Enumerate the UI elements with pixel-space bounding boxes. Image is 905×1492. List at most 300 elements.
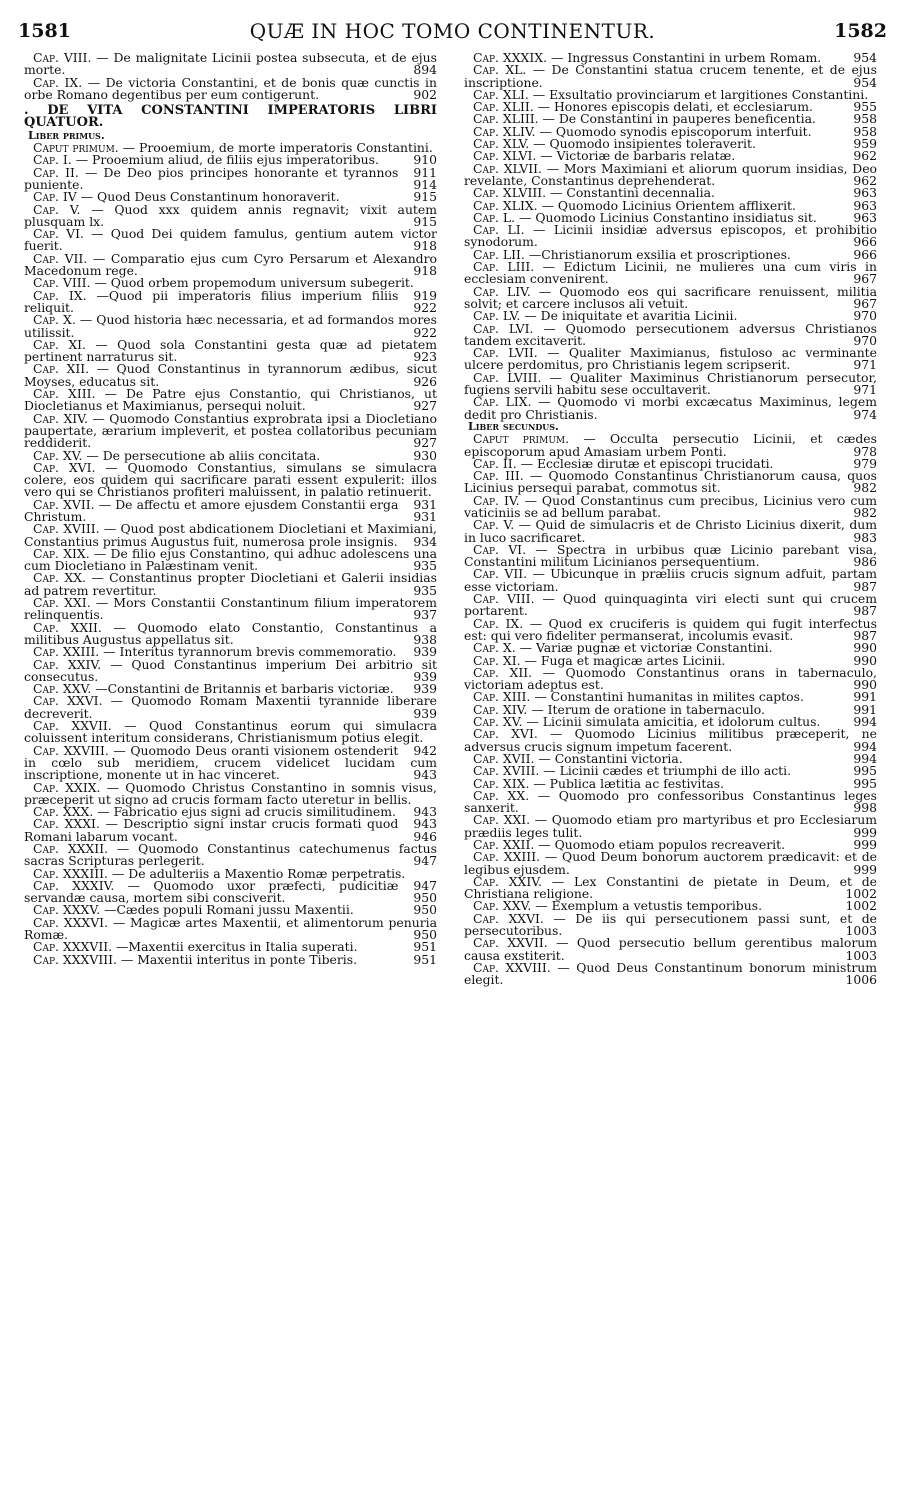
entry-page-number: 967 <box>853 271 877 287</box>
toc-entry <box>24 619 437 647</box>
toc-entry <box>464 347 877 372</box>
chapter-label: Cap. XXXII. <box>33 841 109 856</box>
toc-entry <box>464 433 877 458</box>
entry-page-number: 986 <box>853 554 877 570</box>
chapter-label: Cap. X. <box>473 640 516 656</box>
entry-text: — De filio ejus Constantino, qui adhuc adolescens una cum Diocletiano in Palæstinam venit. <box>24 545 437 574</box>
entry-page-number: 987 <box>853 603 877 619</box>
toc-entry <box>464 787 877 816</box>
entry-page-number: 918 <box>413 263 437 279</box>
toc-entry <box>24 914 437 943</box>
page-title: QUÆ IN HOC TOMO CONTINENTUR. <box>249 19 656 43</box>
chapter-label: Cap. XIV. <box>473 701 528 717</box>
toc-entry <box>24 74 437 102</box>
toc-entry <box>464 64 877 89</box>
chapter-label: Cap. XV. <box>473 714 523 730</box>
entry-page-number: 979 <box>853 455 877 471</box>
entry-text: — Publica lætitia ac festivitas. <box>533 775 725 791</box>
entry-page-number: 999 <box>853 824 877 840</box>
chapter-label: Cap. XXXV. <box>33 902 101 918</box>
chapter-label: Cap. IX. <box>473 615 524 631</box>
chapter-label: Cap. LV. <box>473 308 521 324</box>
chapter-label: Cap. VI. <box>33 226 84 242</box>
chapter-label: Cap. XXVII. <box>473 935 548 951</box>
entry-text: — De Patre ejus Constantio, qui Christianos, ut Diocletianus et Maximianus, persequi noluit. <box>24 386 437 414</box>
chapter-label: Cap. XIII. <box>33 386 96 402</box>
chapter-label: Cap. XXIX. <box>33 779 101 795</box>
chapter-label: Cap. XXI. <box>33 595 91 611</box>
entry-text: — De Constantini statua crucem tenente, et de ejus inscriptione. <box>464 62 877 90</box>
entry-page-number: 995 <box>853 775 877 791</box>
entry-page-number: 987 <box>853 627 877 643</box>
entry-page-number: 910 <box>413 152 437 168</box>
chapter-label: Cap. XVI. <box>473 726 538 742</box>
entry-page-number: 918 <box>413 238 437 254</box>
chapter-label: Cap. LIII. <box>473 259 535 275</box>
entry-text: — Quomodo Constantius exprobrata ipsi a Diocletiano paupertate, ærarium impleverit, et postea collatoribus pecuniam reddiderit. <box>24 410 437 451</box>
entry-text: — Quod Constantinus cum precibus, Licinius vero cum vaticiniis se ad bellum parabat. <box>464 492 877 520</box>
entry-page-number: 939 <box>413 668 437 684</box>
entry-text: — Quod Constantinus eorum qui simulacra coluissent interitum considerans, Christianismum potius elegit. <box>24 718 437 746</box>
toc-entry <box>24 496 437 524</box>
entry-page-number: 938 <box>413 631 437 647</box>
toc-entry <box>24 314 437 339</box>
entry-page-number: 974 <box>853 406 877 422</box>
chapter-label: Cap. XVI. <box>33 459 96 475</box>
toc-entry <box>464 910 877 939</box>
entry-page-number: 943 <box>413 816 437 832</box>
entry-page-number: 990 <box>853 640 877 656</box>
chapter-label: Cap. XXV. <box>473 898 532 914</box>
book-heading: Liber secundus. <box>468 419 559 433</box>
entry-page-number: 939 <box>413 644 437 660</box>
entry-page-number: 927 <box>413 398 437 414</box>
entry-text: — Lex Constantini de pietate in Deum, et de Christiana religione. <box>464 873 877 902</box>
entry-text: — Quomodo Constantinus catechumenus factus sacras Scripturas perlegerit. <box>24 841 437 869</box>
chapter-label: Cap. XXVI. <box>33 693 103 709</box>
entry-text: —Christianorum exsilia et proscriptiones. <box>528 246 791 262</box>
entry-page-number: 999 <box>853 837 877 852</box>
chapter-label: Cap. VIII. <box>33 50 92 65</box>
entry-text: — Quomodo Deus oranti visionem ostenderit in cœlo sub meridiem, crucem videlicet lucidam cum inscriptione, monente ut in hac vinceret. <box>24 742 437 783</box>
chapter-label: Cap. LVII. <box>473 345 538 361</box>
entry-text: —Constantini de Britannis et barbaris victoriæ. <box>95 681 394 697</box>
entry-page-number: 943 <box>413 767 437 783</box>
entry-text: — Quomodo pro confessoribus Constantinus leges sanxerit. <box>464 787 877 816</box>
entry-text: — Quod sola Constantini gesta quæ ad pietatem pertinent narraturus sit. <box>24 336 437 365</box>
entry-text: — Quomodo synodis episcoporum interfuit. <box>539 123 812 139</box>
entry-page-number: 999 <box>853 861 877 877</box>
chapter-label: Cap. XXXI. <box>33 816 100 832</box>
entry-text: — Prooemium aliud, de filiis ejus imperatoribus. <box>75 152 379 168</box>
chapter-label: Cap. XIII. <box>473 689 531 705</box>
entry-page-number: 911 <box>413 164 437 180</box>
entry-text: — Descriptio signi instar crucis formati quod Romani labarum vocant. <box>24 816 399 844</box>
chapter-label: Cap. LIV. <box>473 283 531 299</box>
entry-text: —Maxentii exercitus in Italia superati. <box>116 939 358 955</box>
entry-page-number: 931 <box>413 496 437 512</box>
entry-text: — Mors Constantii Constantinum filium imperatorem relinquentis. <box>24 595 437 623</box>
entry-page-number: 942 <box>413 742 437 758</box>
toc-entry <box>24 951 437 967</box>
entry-page-number: 926 <box>413 373 437 389</box>
entry-page-number: 1003 <box>845 947 877 963</box>
entry-text: — De malignitate Licinii postea subsecuta, et de ejus morte. <box>24 50 437 78</box>
chapter-label: Cap. XXI. <box>473 812 531 828</box>
toc-entry <box>464 728 877 753</box>
toc-entry <box>464 369 877 398</box>
entry-text: — Maxentii interitus in ponte Tiberis. <box>120 951 358 967</box>
entry-text: — Quomodo persecutionem adversus Christianos tandem excitaverit. <box>464 320 877 348</box>
entry-page-number: 950 <box>413 890 437 906</box>
entry-text: — Constantini victoria. <box>538 750 683 766</box>
entry-text: — Quod Constantinus imperium Dei arbitrio sit consecutus. <box>24 656 438 684</box>
entry-text: — Fabricatio ejus signi ad crucis similitudinem. <box>97 804 396 820</box>
chapter-label: Cap. XXVII. <box>33 718 112 734</box>
chapter-label: Cap. XXXIV. <box>33 877 115 893</box>
chapter-label: Cap. V. <box>473 517 515 533</box>
entry-text: — Edictum Licinii, ne mulieres una cum viris in ecclesiam convenirent. <box>464 259 877 287</box>
entry-text: — Quid de simulacris et de Christo Licinius dixerit, dum in luco sacrificaret. <box>464 517 877 545</box>
entry-text: — De Constantini in pauperes beneficentia. <box>542 111 816 127</box>
running-header <box>18 16 887 46</box>
entry-page-number: 915 <box>413 189 437 205</box>
entry-text: — Ecclesiæ dirutæ et episcopi trucidati. <box>520 455 774 471</box>
chapter-label: Cap. XL. <box>473 62 527 78</box>
chapter-label: Cap. XVIII. <box>33 521 100 537</box>
chapter-label: Cap. XXIV. <box>33 656 102 672</box>
chapter-label: Cap. XXXIII. <box>33 865 108 881</box>
entry-page-number: 922 <box>413 299 437 315</box>
entry-page-number: 963 <box>853 209 877 225</box>
chapter-label: Cap. IV. <box>473 492 520 508</box>
chapter-label: Cap. LVI. <box>473 320 534 336</box>
entry-text: — Exemplum a vetustis temporibus. <box>535 898 763 914</box>
entry-page-number: 902 <box>413 86 437 102</box>
toc-entry <box>24 228 437 253</box>
entry-page-number: 915 <box>413 213 437 229</box>
chapter-label: Cap. III. <box>473 468 524 484</box>
entry-text: — Quomodo insipientes toleraverit. <box>533 136 756 152</box>
chapter-label: Cap. II. <box>33 164 79 180</box>
entry-text: — Variæ pugnæ et victoriæ Constantini. <box>519 640 773 656</box>
chapter-label: Cap. V. <box>33 201 81 217</box>
entry-page-number: 1002 <box>845 898 877 914</box>
toc-entry <box>464 470 877 495</box>
chapter-label: Cap. XXVI. <box>473 910 544 926</box>
chapter-label: Cap. XXVIII. <box>33 742 109 758</box>
book-heading: Liber primus. <box>28 128 105 142</box>
chapter-label: Cap. XIX. <box>473 775 530 791</box>
entry-page-number: 937 <box>413 607 437 623</box>
entry-page-number: 955 <box>853 99 877 115</box>
entry-text: — Quomodo Licinius militibus præceperit, ne adversus crucis signum impetum facerent. <box>464 726 877 754</box>
entry-text: — Comparatio ejus cum Cyro Persarum et Alexandro Macedonum rege. <box>24 250 437 279</box>
chapter-label: Cap. XXXVIII. <box>33 951 117 967</box>
chapter-label: Cap. VI. <box>473 541 527 557</box>
entry-page-number: 990 <box>853 652 877 668</box>
entry-page-number: 990 <box>853 677 877 693</box>
entry-page-number: 959 <box>853 136 877 152</box>
entry-text: — De iniquitate et avaritia Licinii. <box>524 308 738 324</box>
chapter-label: Caput primum. <box>33 140 119 156</box>
chapter-label: Cap. XIX. <box>33 545 90 561</box>
entry-text: — Quod ex cruciferis is quidem qui fugit interfectus est: qui vero fideliter permanserat, incolumis evasit. <box>464 615 877 643</box>
chapter-label: Cap. IX. <box>33 287 87 303</box>
entry-text: — Constantinus propter Diocletiani et Galerii insidias ad patrem revertitur. <box>24 570 437 598</box>
entry-page-number: 962 <box>853 172 877 188</box>
chapter-label: Cap. XVIII. <box>473 763 540 779</box>
entry-page-number: 962 <box>853 148 877 164</box>
chapter-label: Cap. XXXIX. <box>473 50 548 65</box>
entry-page-number: 995 <box>853 763 877 779</box>
entry-text: — Prooemium, de morte imperatoris Constantini. <box>122 140 433 156</box>
entry-page-number: 939 <box>413 681 437 697</box>
toc-entry <box>464 541 877 570</box>
toc-entry <box>24 843 437 868</box>
entry-page-number: 971 <box>853 357 877 373</box>
entry-text: —Cædes populi Romani jussu Maxentii. <box>104 902 354 918</box>
chapter-label: Cap. IV <box>33 189 77 205</box>
entry-page-number: 1002 <box>845 886 877 902</box>
toc-entry <box>464 937 877 962</box>
entry-text: — Quomodo Licinius Constantino insidiatus sit. <box>519 209 817 225</box>
toc-entry <box>464 261 877 286</box>
entry-page-number: 1006 <box>845 972 877 988</box>
toc-entry <box>464 283 877 311</box>
toc-entry <box>24 597 437 622</box>
chapter-label: Cap. XV. <box>33 447 83 463</box>
chapter-label: Cap. XLIII. <box>473 111 539 127</box>
entry-text: — Quod Deus Constantinum honoraverit. <box>80 189 340 205</box>
toc-entry <box>24 545 437 574</box>
toc-entry <box>24 742 437 783</box>
toc-entry <box>24 164 437 192</box>
entry-page-number: 922 <box>413 324 437 340</box>
entry-page-number: 931 <box>413 508 437 524</box>
chapter-label: Cap. XIV. <box>33 410 88 426</box>
chapter-label: Cap. LVIII. <box>473 369 542 385</box>
entry-page-number: 934 <box>413 533 437 549</box>
entry-text: — Quod persecutio bellum gerentibus malorum causa exstiterit. <box>464 935 877 963</box>
chapter-label: Cap. XX. <box>473 787 530 803</box>
entry-page-number: 963 <box>853 197 877 213</box>
entry-page-number: 991 <box>853 701 877 717</box>
entry-text: — De adulteriis a Maxentio Romæ perpetratis. <box>111 865 406 881</box>
entry-page-number: 919 <box>413 287 437 303</box>
entry-page-number: 943 <box>413 804 437 820</box>
entry-page-number: 951 <box>413 951 437 967</box>
entry-text: — De persecutione ab aliis concitata. <box>86 447 321 463</box>
chapter-label: Cap. LI. <box>473 222 525 238</box>
entry-page-number: 978 <box>853 443 877 459</box>
page-number-right: 1582 <box>834 20 887 42</box>
entry-text: — Ubicunque in præliis crucis signum adfuit, partam esse victoriam. <box>464 566 878 594</box>
entry-page-number: 982 <box>853 504 877 520</box>
toc-entry <box>24 695 437 720</box>
chapter-label: Cap. XXIII. <box>473 849 541 865</box>
entry-page-number: 967 <box>853 295 877 311</box>
entry-text: — Licinii cædes et triumphi de illo acti. <box>543 763 792 779</box>
entry-page-number: 982 <box>853 480 877 496</box>
toc-entry <box>464 593 877 618</box>
entry-text: — Magicæ artes Maxentii, et alimentorum penuria Romæ. <box>24 914 437 943</box>
chapter-label: Cap. L. <box>473 209 516 225</box>
chapter-label: Cap. XXX. <box>33 804 94 820</box>
entry-text: — Fuga et magicæ artes Licinii. <box>524 652 726 668</box>
toc-entry <box>24 410 437 451</box>
entry-text: — Occulta persecutio Licinii, et cædes episcoporum apud Amasiam urbem Ponti. <box>464 431 877 459</box>
entry-text: — Quomodo Christus Constantino in somnis visus, præceperit ut signo ad crucis formam facto uteretur in bellis. <box>24 779 437 807</box>
entry-text: — Quomodo Constantius, simulans se simulacra colere, eos quidem qui sacrificare parati essent expulerit: illos vero qui se Christianos profiteri maluissent, in palatio retinuerit. <box>24 459 437 500</box>
entry-text: — Quomodo elato Constantio, Constantinus a militibus Augustus appellatus sit. <box>24 619 437 647</box>
toc-entry <box>24 656 438 684</box>
toc-entry <box>464 320 877 348</box>
chapter-label: Cap. XLVII. <box>473 160 542 176</box>
entry-page-number: 970 <box>853 332 877 348</box>
chapter-label: Cap. XLI. <box>473 86 529 102</box>
entry-text: — Mors Maximiani et aliorum quorum insidias, Deo revelante, Constantinus deprehenderat. <box>464 160 877 188</box>
entry-text: — Iterum de oratione in tabernaculo. <box>531 701 765 717</box>
chapter-label: Cap. VII. <box>473 566 528 582</box>
chapter-label: Caput primum. <box>473 431 570 447</box>
chapter-label: Cap. VIII. <box>33 275 91 291</box>
toc-entry <box>464 851 877 876</box>
toc-entry <box>464 873 877 902</box>
entry-text: — Quomodo eos qui sacrificare renuissent, militia solvit; et carcere inclusos ali vetuit. <box>464 283 877 311</box>
chapter-label: Cap. VII. <box>33 250 88 266</box>
chapter-label: Cap. XII. <box>473 664 533 680</box>
entry-text: — Quod Deum bonorum auctorem prædicavit: et de legibus ejusdem. <box>464 849 877 877</box>
chapter-label: Cap. XI. <box>33 336 86 352</box>
entry-text: — Quomodo Romam Maxentii tyrannide liberare decreverit. <box>24 693 437 721</box>
chapter-label: Cap. XX. <box>33 570 86 586</box>
chapter-label: Cap. XVII. <box>473 750 535 766</box>
toc-entry <box>464 664 877 693</box>
entry-text: — Honores episcopis delati, et ecclesiarum. <box>537 99 813 115</box>
chapter-label: Cap. XII. <box>33 361 90 377</box>
chapter-label: Cap. XLIV. <box>473 123 536 139</box>
entry-text: — Quod historia hæc necessaria, et ad formandos mores utilissit. <box>24 312 437 340</box>
entry-page-number: 958 <box>853 123 877 139</box>
entry-text: — Quod post abdicationem Diocletiani et Maximiani, Constantius primus Augustus fuit, numerosa prole insignis. <box>24 521 437 549</box>
chapter-label: Cap. XXII. <box>33 619 102 635</box>
entry-text: — Quod orbem propemodum universum subegerit. <box>94 275 414 291</box>
entry-page-number: 954 <box>853 50 877 65</box>
entry-page-number: 935 <box>413 582 437 598</box>
entry-text: — Victoriæ de barbaris relatæ. <box>540 148 736 164</box>
toc-entry <box>464 492 877 520</box>
toc-entry <box>464 568 877 593</box>
entry-text: — Quomodo vi morbi excæcatus Maximinus, legem dedit pro Christianis. <box>464 394 877 422</box>
entry-page-number: 927 <box>413 435 437 451</box>
entry-text: — Constantini decennalia. <box>550 185 715 201</box>
toc-entry <box>24 877 437 906</box>
entry-page-number: 966 <box>853 234 877 250</box>
chapter-label: Cap. XXV. <box>33 681 92 697</box>
entry-page-number: 1003 <box>845 923 877 939</box>
toc-entry <box>24 336 437 365</box>
entry-text: — Qualiter Maximinus Christianorum persecutor, fugiens servili habitu sese occultaverit. <box>464 369 877 398</box>
toc-entry <box>464 814 877 839</box>
entry-page-number: 950 <box>413 902 437 918</box>
left-column <box>24 52 437 966</box>
entry-text: — Qualiter Maximianus, fistuloso ac verminante ulcere perdomitus, pro Christianis legem scripserit. <box>464 345 877 373</box>
entry-text: — Quod Constantinus in tyrannorum ædibus, sicut Moyses, educatus sit. <box>24 361 437 389</box>
entry-page-number: 994 <box>853 750 877 766</box>
entry-text: — Ingressus Constantini in urbem Romam. <box>550 50 822 65</box>
chapter-label: Cap. XI. <box>473 652 521 668</box>
entry-text: — Quomodo Licinius Orientem afflixerit. <box>541 197 796 213</box>
chapter-label: Cap. XVII. <box>33 496 95 512</box>
chapter-label: Cap. VIII. <box>473 591 535 607</box>
toc-entry <box>464 959 877 988</box>
entry-text: — Quod Deus Constantinum bonorum ministrum elegit. <box>464 959 877 988</box>
entry-page-number: 939 <box>413 705 437 721</box>
entry-text: — Quomodo etiam populos recreaverit. <box>538 837 786 852</box>
entry-text: — Quomodo Constantinus orans in tabernaculo, victoriam adeptus est. <box>464 664 877 693</box>
entry-page-number: 947 <box>413 853 437 869</box>
entry-page-number: 966 <box>853 246 877 262</box>
entry-text: — Quomodo Constantinus Christianorum causa, quos Licinius persequi parabat, commotus sit. <box>464 468 877 496</box>
chapter-label: Cap. XLV. <box>473 136 530 152</box>
entry-text: — Quod xxx quidem annis regnavit; vixit autem plusquam lx. <box>24 201 437 229</box>
section-heading: . DE VITA CONSTANTINI IMPERATORIS LIBRI QUATUOR. <box>24 103 437 131</box>
entry-text: — Licinii simulata amicitia, et idolorum cultus. <box>526 714 821 730</box>
entry-text: — Spectra in urbibus quæ Licinio parebant visa, Constantini militum Licinianos persequentium. <box>464 541 877 570</box>
chapter-label: Cap. XLVIII. <box>473 185 547 201</box>
entry-page-number: 923 <box>413 349 437 365</box>
entry-page-number: 950 <box>413 927 437 943</box>
entry-page-number: 935 <box>413 558 437 574</box>
chapter-label: Cap. XXIV. <box>473 873 542 889</box>
page-number-left: 1581 <box>18 20 71 42</box>
chapter-label: Cap. I. <box>33 152 72 168</box>
chapter-label: Cap. XLIX. <box>473 197 538 213</box>
toc-entry <box>464 615 877 643</box>
chapter-label: Cap. XXII. <box>473 837 535 852</box>
entry-page-number: 954 <box>853 74 877 90</box>
chapter-label: Cap. X. <box>33 312 76 328</box>
entry-text: — Licinii insidiæ adversus episcopos, et prohibitio synodorum. <box>464 222 877 250</box>
toc-entry <box>24 363 437 388</box>
entry-text: — Interitus tyrannorum brevis commemoratio. <box>103 644 397 660</box>
toc-entry <box>24 572 437 597</box>
toc-entry <box>464 519 877 544</box>
entry-text: — De victoria Constantini, et de bonis quæ cunctis in orbe Romano degentibus per eum contigerunt. <box>24 74 437 102</box>
chapter-label: Cap. XXXVI. <box>33 914 109 930</box>
entry-page-number: 971 <box>853 382 877 398</box>
entry-page-number: 914 <box>413 176 437 192</box>
entry-page-number: 947 <box>413 877 437 893</box>
chapter-label: Cap. XXXVII. <box>33 939 113 955</box>
chapter-label: Cap. IX. <box>33 74 83 90</box>
toc-entry <box>24 52 437 77</box>
entry-page-number: 970 <box>853 308 877 324</box>
toc-entry <box>24 523 437 548</box>
toc-entry <box>464 160 877 188</box>
entry-text: — De Deo pios principes honorante et tyrannos puniente. <box>24 164 399 192</box>
entry-text: — Constantini humanitas in milites captos. <box>534 689 804 705</box>
entry-text: — Exsultatio provinciarum et largitiones Constantini. <box>532 86 869 102</box>
entry-page-number: 998 <box>853 800 877 816</box>
entry-text: — Quomodo etiam pro martyribus et pro Ecclesiarum prædiis leges tulit. <box>464 812 877 840</box>
chapter-label: Cap. LII. <box>473 246 525 262</box>
toc-entry <box>464 396 877 421</box>
entry-page-number: 987 <box>853 578 877 594</box>
right-column <box>464 52 877 987</box>
entry-page-number: 983 <box>853 529 877 545</box>
